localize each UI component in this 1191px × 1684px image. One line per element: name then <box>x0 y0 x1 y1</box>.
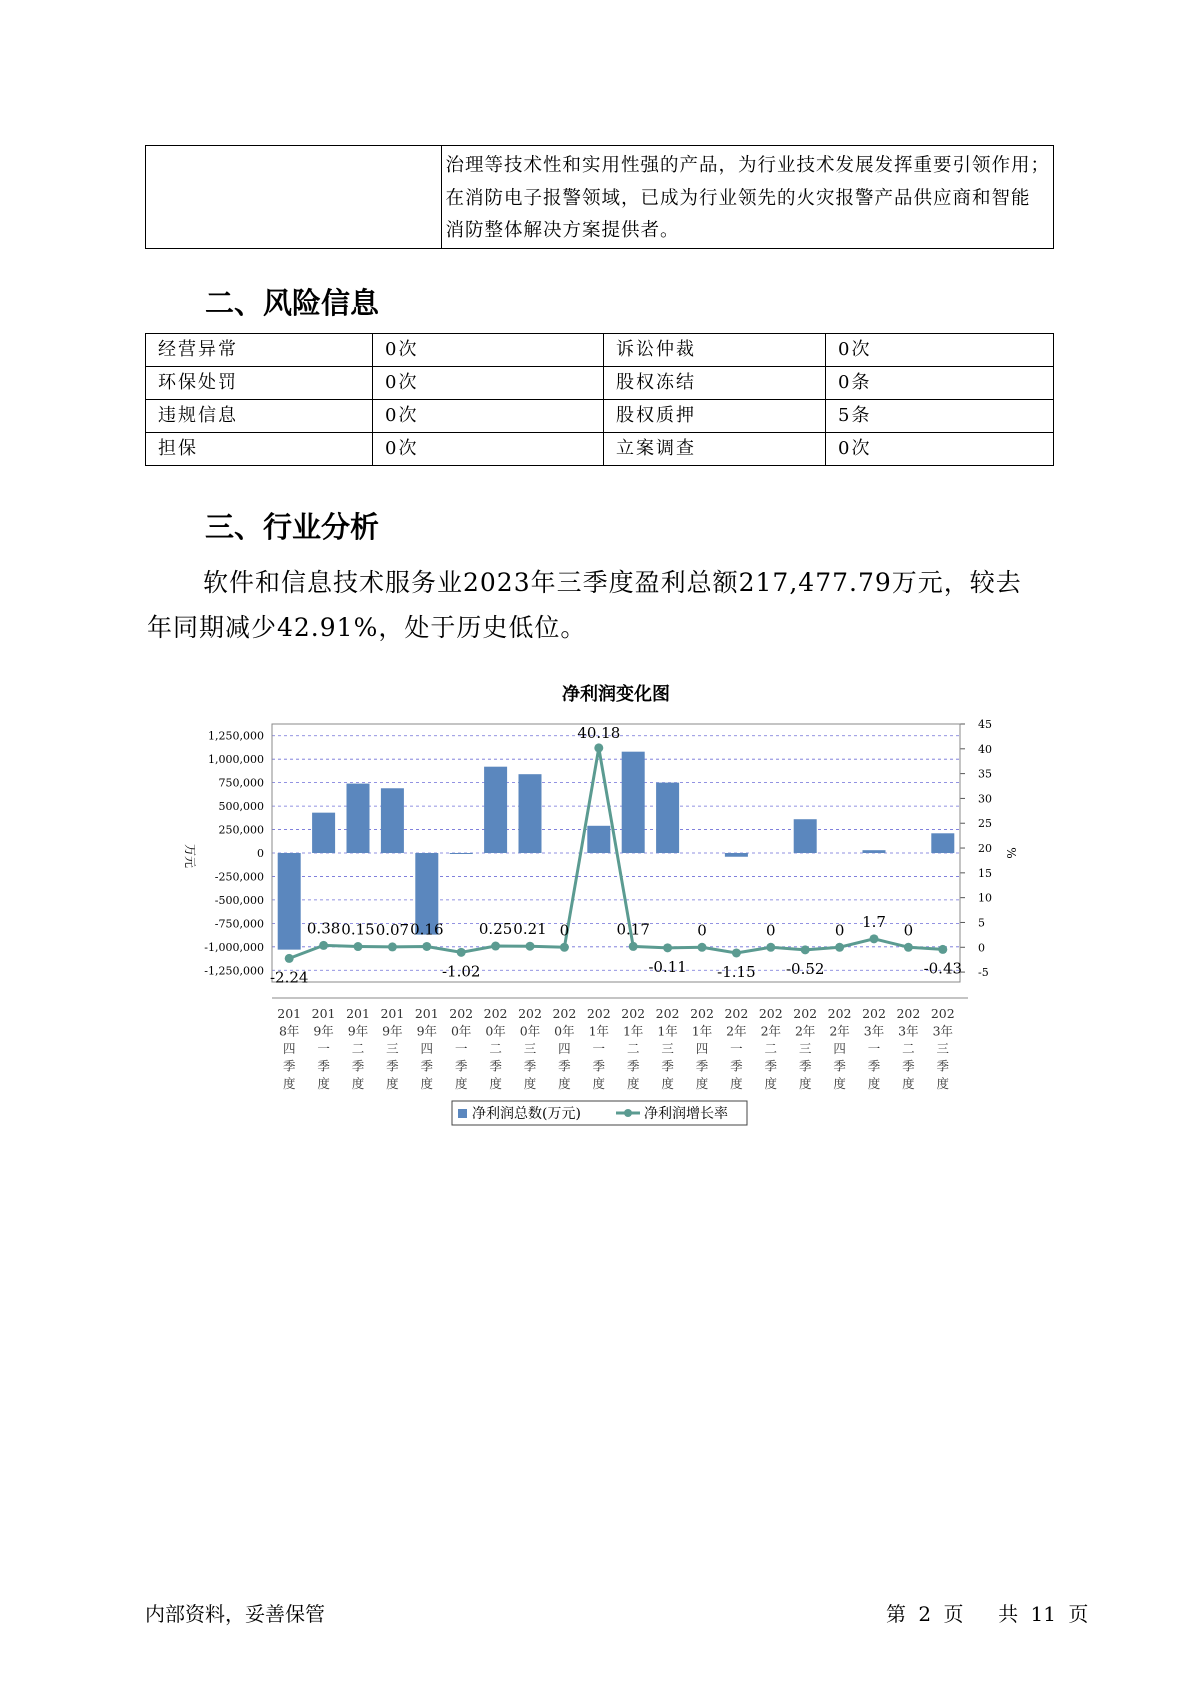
growth-rate-point <box>904 943 913 952</box>
x-tick-label: 202 <box>690 1006 714 1021</box>
page-prefix: 第 <box>886 1602 906 1626</box>
growth-rate-label: -1.15 <box>717 962 756 981</box>
risk-key: 担保 <box>146 433 373 466</box>
footer-note: 内部资料，妥善保管 <box>145 1602 325 1626</box>
x-tick-label: 201 <box>346 1006 370 1021</box>
risk-key: 环保处罚 <box>146 367 373 400</box>
x-tick-label: 度 <box>902 1076 915 1091</box>
risk-value: 0条 <box>826 367 1054 400</box>
growth-rate-point <box>766 943 775 952</box>
x-tick-label: 四 <box>833 1041 846 1056</box>
x-tick-label: 季 <box>592 1058 606 1074</box>
risk-value: 0次 <box>373 334 604 367</box>
risk-value: 0次 <box>826 334 1054 367</box>
x-tick-label: 季 <box>558 1058 571 1074</box>
growth-rate-point <box>388 942 397 951</box>
x-tick-label: 季 <box>833 1058 846 1074</box>
x-tick-label: 3年 <box>898 1023 919 1039</box>
x-tick-label: 3年 <box>932 1023 954 1039</box>
x-tick-label: 9年 <box>347 1023 369 1039</box>
x-tick-label: 三 <box>661 1041 674 1056</box>
growth-rate-point <box>870 934 879 943</box>
bar <box>519 774 542 853</box>
y-tick-label: -1,250,000 <box>204 964 264 978</box>
y2-tick-label: 0 <box>978 941 985 955</box>
growth-rate-label: 0 <box>903 921 914 940</box>
x-tick-label: 3年 <box>863 1023 885 1039</box>
x-tick-label: 201 <box>277 1006 302 1021</box>
bar <box>278 853 301 950</box>
growth-rate-label: -2.24 <box>269 968 309 987</box>
growth-rate-point <box>663 943 672 952</box>
risk-key: 经营异常 <box>146 334 373 367</box>
x-tick-label: 季 <box>282 1058 296 1074</box>
x-tick-label: 季 <box>867 1058 881 1074</box>
x-tick-label: 0年 <box>450 1023 472 1039</box>
y2-tick-label: 15 <box>978 866 992 880</box>
y-tick-label: -500,000 <box>214 893 264 907</box>
x-tick-label: 202 <box>793 1006 818 1021</box>
risk-key: 股权质押 <box>604 400 826 433</box>
growth-rate-point <box>354 942 363 951</box>
x-tick-label: 季 <box>317 1058 330 1074</box>
growth-rate-point <box>594 743 603 752</box>
x-tick-label: 2年 <box>760 1023 782 1039</box>
x-tick-label: 202 <box>621 1006 646 1021</box>
risk-key: 诉讼仲裁 <box>604 334 826 367</box>
bar <box>347 784 370 853</box>
growth-rate-label: -0.43 <box>923 959 963 978</box>
x-tick-label: 二 <box>902 1041 915 1056</box>
growth-rate-label: 0.07 <box>375 920 410 939</box>
x-tick-label: 季 <box>661 1058 674 1074</box>
risk-value: 0次 <box>373 400 604 433</box>
growth-rate-label: 0 <box>559 921 570 940</box>
growth-rate-label: 0 <box>834 921 845 940</box>
bar <box>656 783 679 853</box>
x-tick-label: 度 <box>351 1076 365 1091</box>
legend-line-marker <box>624 1109 632 1117</box>
x-tick-label: 1年 <box>657 1023 678 1039</box>
x-tick-label: 1年 <box>691 1023 713 1039</box>
x-tick-label: 0年 <box>519 1023 541 1039</box>
bar <box>450 853 473 854</box>
x-tick-label: 度 <box>798 1076 812 1091</box>
x-tick-label: 度 <box>936 1076 950 1091</box>
x-tick-label: 202 <box>896 1006 921 1021</box>
intro-line: 治理等技术性和实用性强的产品，为行业技术发展发挥重要引领作用； <box>445 155 1050 176</box>
x-tick-label: 二 <box>351 1041 365 1056</box>
x-tick-label: 度 <box>730 1076 743 1091</box>
legend-bar-swatch <box>458 1109 467 1118</box>
y2-tick-label: 35 <box>978 767 992 781</box>
y-tick-label: 1,250,000 <box>208 729 264 743</box>
y2-tick-label: 10 <box>978 891 992 905</box>
growth-rate-label: 0.38 <box>306 919 341 938</box>
risk-key: 立案调查 <box>604 433 826 466</box>
x-tick-label: 9年 <box>382 1023 403 1039</box>
bar <box>622 752 645 853</box>
x-tick-label: 度 <box>867 1076 881 1091</box>
x-tick-label: 三 <box>386 1041 399 1056</box>
growth-rate-label: -1.02 <box>441 962 481 981</box>
x-tick-label: 度 <box>489 1076 502 1091</box>
x-tick-label: 202 <box>552 1006 577 1021</box>
legend-bar-label: 净利润总数(万元) <box>472 1106 581 1122</box>
x-tick-label: 季 <box>936 1058 950 1074</box>
section-title-risk: 二、风险信息 <box>205 286 380 320</box>
x-tick-label: 202 <box>827 1006 852 1021</box>
x-tick-label: 季 <box>730 1058 743 1074</box>
growth-rate-point <box>938 945 947 954</box>
growth-rate-point <box>560 943 569 952</box>
x-tick-label: 三 <box>523 1041 537 1056</box>
growth-rate-point <box>698 943 707 952</box>
growth-rate-point <box>491 942 500 951</box>
x-tick-label: 201 <box>414 1006 439 1021</box>
growth-rate-label: 0.15 <box>341 920 375 939</box>
x-tick-label: 202 <box>518 1006 542 1021</box>
x-tick-label: 度 <box>833 1076 846 1091</box>
bar <box>484 767 507 853</box>
x-tick-label: 2年 <box>829 1023 850 1039</box>
x-tick-label: 度 <box>695 1076 709 1091</box>
y-tick-label: 250,000 <box>218 823 264 837</box>
x-tick-label: 一 <box>867 1041 881 1056</box>
growth-rate-label: 40.18 <box>577 723 621 742</box>
analysis-paragraph-line2: 年同期减少42.91%，处于历史低位。 <box>147 613 587 642</box>
x-tick-label: 季 <box>386 1058 399 1074</box>
growth-rate-label: 1.7 <box>862 912 886 931</box>
growth-rate-point <box>457 948 466 957</box>
x-tick-label: 度 <box>317 1076 330 1091</box>
section-title-industry: 三、行业分析 <box>205 510 380 544</box>
risk-key: 违规信息 <box>146 400 373 433</box>
y2-tick-label: 5 <box>978 916 985 930</box>
y-tick-label: -1,000,000 <box>204 940 264 954</box>
x-tick-label: 季 <box>695 1058 709 1074</box>
y-axis-title: 万元 <box>183 843 197 869</box>
x-tick-label: 四 <box>558 1041 571 1056</box>
y-tick-label: -750,000 <box>214 917 264 931</box>
x-tick-label: 201 <box>380 1006 405 1021</box>
bar <box>312 813 335 853</box>
x-tick-label: 0年 <box>554 1023 575 1039</box>
growth-rate-point <box>422 942 431 951</box>
analysis-paragraph-line1: 软件和信息技术服务业2023年三季度盈利总额217,477.79万元，较去 <box>203 568 1022 597</box>
bar <box>794 819 817 853</box>
x-tick-label: 202 <box>930 1006 955 1021</box>
bar <box>381 788 404 853</box>
x-tick-label: 1年 <box>622 1023 644 1039</box>
x-tick-label: 202 <box>483 1006 508 1021</box>
intro-line: 消防整体解决方案提供者。 <box>445 220 680 241</box>
x-tick-label: 度 <box>626 1076 640 1091</box>
y2-tick-label: -5 <box>978 966 989 980</box>
bar <box>725 853 748 857</box>
bar <box>863 850 886 853</box>
page-mid: 页 <box>943 1602 964 1626</box>
growth-rate-label: 0 <box>697 921 707 940</box>
page-indicator <box>886 1598 1088 1627</box>
growth-rate-point <box>285 954 294 963</box>
x-tick-label: 季 <box>351 1058 365 1074</box>
x-tick-label: 度 <box>454 1076 468 1091</box>
total-prefix: 共 <box>998 1602 1019 1626</box>
growth-rate-label: 0.25 <box>478 920 513 939</box>
legend-line-label: 净利润增长率 <box>644 1106 728 1122</box>
y2-axis-title: % <box>1004 847 1018 859</box>
x-tick-label: 季 <box>798 1058 812 1074</box>
x-tick-label: 度 <box>386 1076 399 1091</box>
growth-rate-label: 0.17 <box>616 920 650 939</box>
x-tick-label: 季 <box>626 1058 640 1074</box>
y-tick-label: 750,000 <box>218 776 264 790</box>
growth-rate-point <box>629 942 638 951</box>
y2-tick-label: 30 <box>978 792 992 806</box>
total-suffix: 页 <box>1068 1602 1089 1626</box>
x-tick-label: 202 <box>758 1006 783 1021</box>
bar <box>587 826 610 853</box>
x-tick-label: 二 <box>626 1041 640 1056</box>
x-tick-label: 一 <box>730 1041 743 1056</box>
x-tick-label: 9年 <box>313 1023 334 1039</box>
x-tick-label: 季 <box>523 1058 537 1074</box>
total-pages: 11 <box>1030 1602 1056 1626</box>
x-tick-label: 9年 <box>416 1023 438 1039</box>
x-tick-label: 度 <box>592 1076 606 1091</box>
x-tick-label: 度 <box>764 1076 778 1091</box>
x-tick-label: 三 <box>936 1041 950 1056</box>
x-tick-label: 1年 <box>588 1023 610 1039</box>
bar <box>931 833 954 853</box>
y2-tick-label: 45 <box>978 718 992 731</box>
x-tick-label: 季 <box>489 1058 502 1074</box>
growth-rate-point <box>801 945 810 954</box>
y-tick-label: 0 <box>257 847 264 860</box>
y2-tick-label: 25 <box>978 817 992 831</box>
y2-tick-label: 40 <box>978 742 992 756</box>
x-tick-label: 季 <box>764 1058 778 1074</box>
x-tick-label: 2年 <box>726 1023 747 1039</box>
growth-rate-point <box>835 943 844 952</box>
x-tick-label: 度 <box>661 1076 674 1091</box>
x-tick-label: 202 <box>724 1006 749 1021</box>
x-tick-label: 202 <box>586 1006 611 1021</box>
chart-title: 净利润变化图 <box>562 684 670 705</box>
x-tick-label: 季 <box>454 1058 468 1074</box>
x-tick-label: 度 <box>523 1076 537 1091</box>
x-tick-label: 四 <box>282 1041 296 1056</box>
growth-rate-point <box>526 942 535 951</box>
y-tick-label: 1,000,000 <box>208 753 264 767</box>
y2-tick-label: 20 <box>978 842 992 856</box>
growth-rate-label: 0 <box>766 921 776 940</box>
x-tick-label: 202 <box>449 1006 474 1021</box>
x-tick-label: 202 <box>655 1006 680 1021</box>
risk-value: 0次 <box>826 433 1054 466</box>
page-number: 2 <box>918 1602 932 1626</box>
growth-rate-label: -0.11 <box>648 957 687 976</box>
x-tick-label: 201 <box>311 1006 336 1021</box>
risk-key: 股权冻结 <box>604 367 826 400</box>
growth-rate-label: -0.52 <box>785 959 825 978</box>
x-tick-label: 度 <box>282 1076 296 1091</box>
x-tick-label: 二 <box>489 1041 502 1056</box>
x-tick-label: 季 <box>902 1058 915 1074</box>
x-tick-label: 度 <box>558 1076 571 1091</box>
x-tick-label: 2年 <box>794 1023 816 1039</box>
x-tick-label: 0年 <box>485 1023 506 1039</box>
growth-rate-label: 0.21 <box>513 920 547 939</box>
x-tick-label: 一 <box>454 1041 468 1056</box>
x-tick-label: 二 <box>764 1041 778 1056</box>
risk-value: 0次 <box>373 433 604 466</box>
risk-value: 0次 <box>373 367 604 400</box>
x-tick-label: 度 <box>420 1076 434 1091</box>
x-tick-label: 一 <box>317 1041 330 1056</box>
x-tick-label: 三 <box>798 1041 812 1056</box>
x-tick-label: 四 <box>420 1041 434 1056</box>
y-tick-label: 500,000 <box>218 800 264 814</box>
risk-value: 5条 <box>826 400 1054 433</box>
x-tick-label: 一 <box>592 1041 606 1056</box>
x-tick-label: 四 <box>695 1041 709 1056</box>
growth-rate-point <box>732 948 741 957</box>
x-tick-label: 202 <box>862 1006 886 1021</box>
y-tick-label: -250,000 <box>214 870 264 884</box>
x-tick-label: 季 <box>420 1058 434 1074</box>
growth-rate-label: 0.16 <box>410 920 444 939</box>
growth-rate-point <box>319 941 328 950</box>
intro-line: 在消防电子报警领域，已成为行业领先的火灾报警产品供应商和智能 <box>445 187 1031 209</box>
x-tick-label: 8年 <box>278 1023 300 1039</box>
